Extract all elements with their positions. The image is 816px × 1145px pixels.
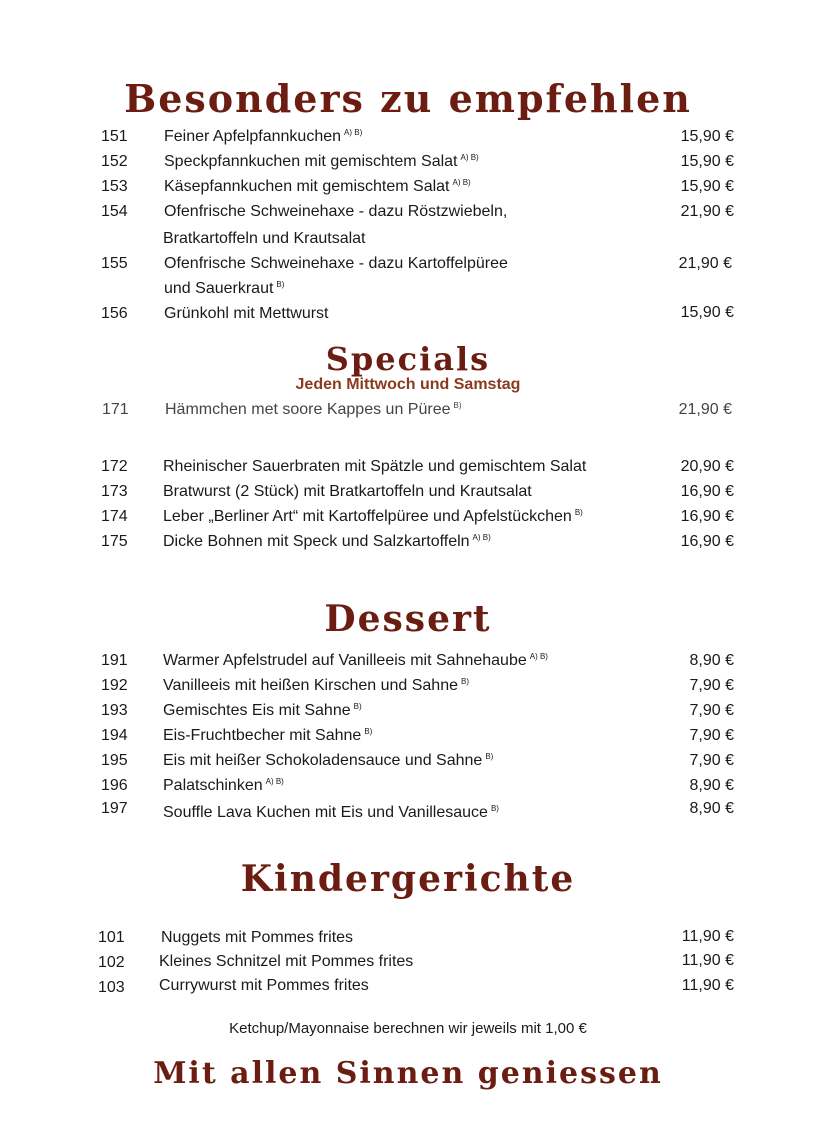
section-subtitle-specials: Jeden Mittwoch und Samstag	[295, 376, 521, 393]
item-name: Käsepfannkuchen mit gemischtem Salat $^{A) B)}$	[164, 178, 471, 195]
item-number: 154	[101, 203, 128, 220]
allergen-note: B)	[276, 280, 285, 289]
section-title-kindergerichte: Kindergerichte	[240, 858, 576, 900]
item-number: 195	[101, 752, 128, 769]
allergen-note: B)	[485, 752, 494, 761]
item-number: 172	[101, 458, 128, 475]
item-price: 20,90 €	[680, 458, 734, 475]
item-price: 21,90 €	[678, 255, 732, 272]
item-number: 101	[98, 929, 125, 946]
allergen-note: B)	[364, 727, 373, 736]
section-title-specials: Specials	[325, 340, 491, 378]
section-title-empfehlen: Besonders zu empfehlen	[124, 76, 692, 121]
item-price: 7,90 €	[689, 702, 734, 719]
item-name: Ofenfrische Schweinehaxe - dazu Kartoffelpüree	[164, 255, 508, 272]
item-name: Vanilleeis mit heißen Kirschen und Sahne $^{B)}$	[163, 677, 469, 694]
item-price: 11,90 €	[681, 952, 734, 969]
item-number: 197	[101, 800, 128, 817]
item-price: 11,90 €	[681, 977, 734, 994]
item-number: 171	[102, 401, 129, 418]
section-title-dessert: Dessert	[324, 598, 492, 640]
item-number: 193	[101, 702, 128, 719]
item-number: 192	[101, 677, 128, 694]
item-name: Grünkohl mit Mettwurst	[164, 305, 329, 322]
allergen-note: A) B)	[460, 153, 479, 162]
item-number: 196	[101, 777, 128, 794]
item-price: 16,90 €	[680, 533, 734, 550]
item-price: 8,90 €	[689, 652, 734, 669]
item-price: 16,90 €	[680, 508, 734, 525]
item-name: Warmer Apfelstrudel auf Vanilleeis mit Sahnehaube $^{A) B)}$	[163, 652, 548, 669]
item-name: Speckpfannkuchen mit gemischtem Salat $^{A) B)}$	[164, 153, 479, 170]
item-name: Eis mit heißer Schokoladensauce und Sahne $^{B)}$	[163, 752, 494, 769]
item-name: Palatschinken $^{A) B)}$	[163, 777, 284, 794]
item-number: 153	[101, 178, 128, 195]
item-name: Nuggets mit Pommes frites	[161, 929, 354, 946]
allergen-note: A) B)	[452, 178, 471, 187]
item-price: 15,90 €	[680, 128, 734, 145]
item-price: 7,90 €	[689, 727, 734, 744]
item-number: 151	[101, 128, 128, 145]
item-number: 191	[101, 652, 128, 669]
item-number: 156	[101, 305, 128, 322]
item-name: Kleines Schnitzel mit Pommes frites	[159, 953, 414, 970]
item-price: 15,90 €	[680, 304, 734, 321]
item-number: 194	[101, 727, 128, 744]
item-name: Dicke Bohnen mit Speck und Salzkartoffeln $^{A) B)}$	[163, 533, 491, 550]
item-name: Hämmchen met soore Kappes un Püree $^{B)}$	[165, 401, 462, 418]
item-price: 21,90 €	[678, 401, 732, 418]
item-name: Ofenfrische Schweinehaxe - dazu Röstzwiebeln,	[164, 203, 508, 220]
item-name: Eis-Fruchtbecher mit Sahne $^{B)}$	[163, 727, 373, 744]
item-name: Feiner Apfelpfannkuchen $^{A) B)}$	[164, 128, 363, 145]
item-number: 155	[101, 255, 128, 272]
item-name: Gemischtes Eis mit Sahne $^{B)}$	[163, 702, 362, 719]
item-name: Bratwurst (2 Stück) mit Bratkartoffeln und Krautsalat	[163, 483, 532, 500]
allergen-note: B)	[574, 508, 583, 517]
item-price: 7,90 €	[689, 752, 734, 769]
item-name-continued: und Sauerkraut $^{B)}$	[164, 280, 285, 297]
item-price: 11,90 €	[681, 928, 734, 945]
allergen-note: B)	[460, 677, 469, 686]
allergen-note: A) B)	[265, 777, 284, 786]
allergen-note: B)	[453, 401, 462, 410]
item-number: 175	[101, 533, 128, 550]
item-price: 15,90 €	[680, 153, 734, 170]
item-number: 174	[101, 508, 128, 525]
allergen-note: A) B)	[344, 128, 363, 137]
item-price: 21,90 €	[680, 203, 734, 220]
item-name: Rheinischer Sauerbraten mit Spätzle und gemischtem Salat	[163, 458, 587, 475]
item-name: Leber „Berliner Art“ mit Kartoffelpüree und Apfelstückchen $^{B)}$	[163, 508, 583, 525]
item-number: 173	[101, 483, 128, 500]
allergen-note: A) B)	[472, 533, 491, 542]
item-price: 16,90 €	[680, 483, 734, 500]
footer-slogan: Mit allen Sinnen geniessen	[153, 1056, 663, 1091]
allergen-note: B)	[490, 804, 499, 813]
allergen-note: B)	[353, 702, 362, 711]
item-price: 8,90 €	[689, 800, 734, 817]
item-number: 103	[98, 979, 125, 996]
item-number: 152	[101, 153, 128, 170]
allergen-note: A) B)	[529, 652, 548, 661]
item-name: Currywurst mit Pommes frites	[159, 977, 369, 994]
item-price: 7,90 €	[689, 677, 734, 694]
item-name: Souffle Lava Kuchen mit Eis und Vanillesauce $^{B)}$	[163, 804, 499, 821]
item-name-continued: Bratkartoffeln und Krautsalat	[163, 230, 366, 247]
ketchup-note: Ketchup/Mayonnaise berechnen wir jeweils mit 1,00 €	[229, 1020, 587, 1037]
item-price: 15,90 €	[680, 178, 734, 195]
item-price: 8,90 €	[689, 777, 734, 794]
item-number: 102	[98, 954, 125, 971]
